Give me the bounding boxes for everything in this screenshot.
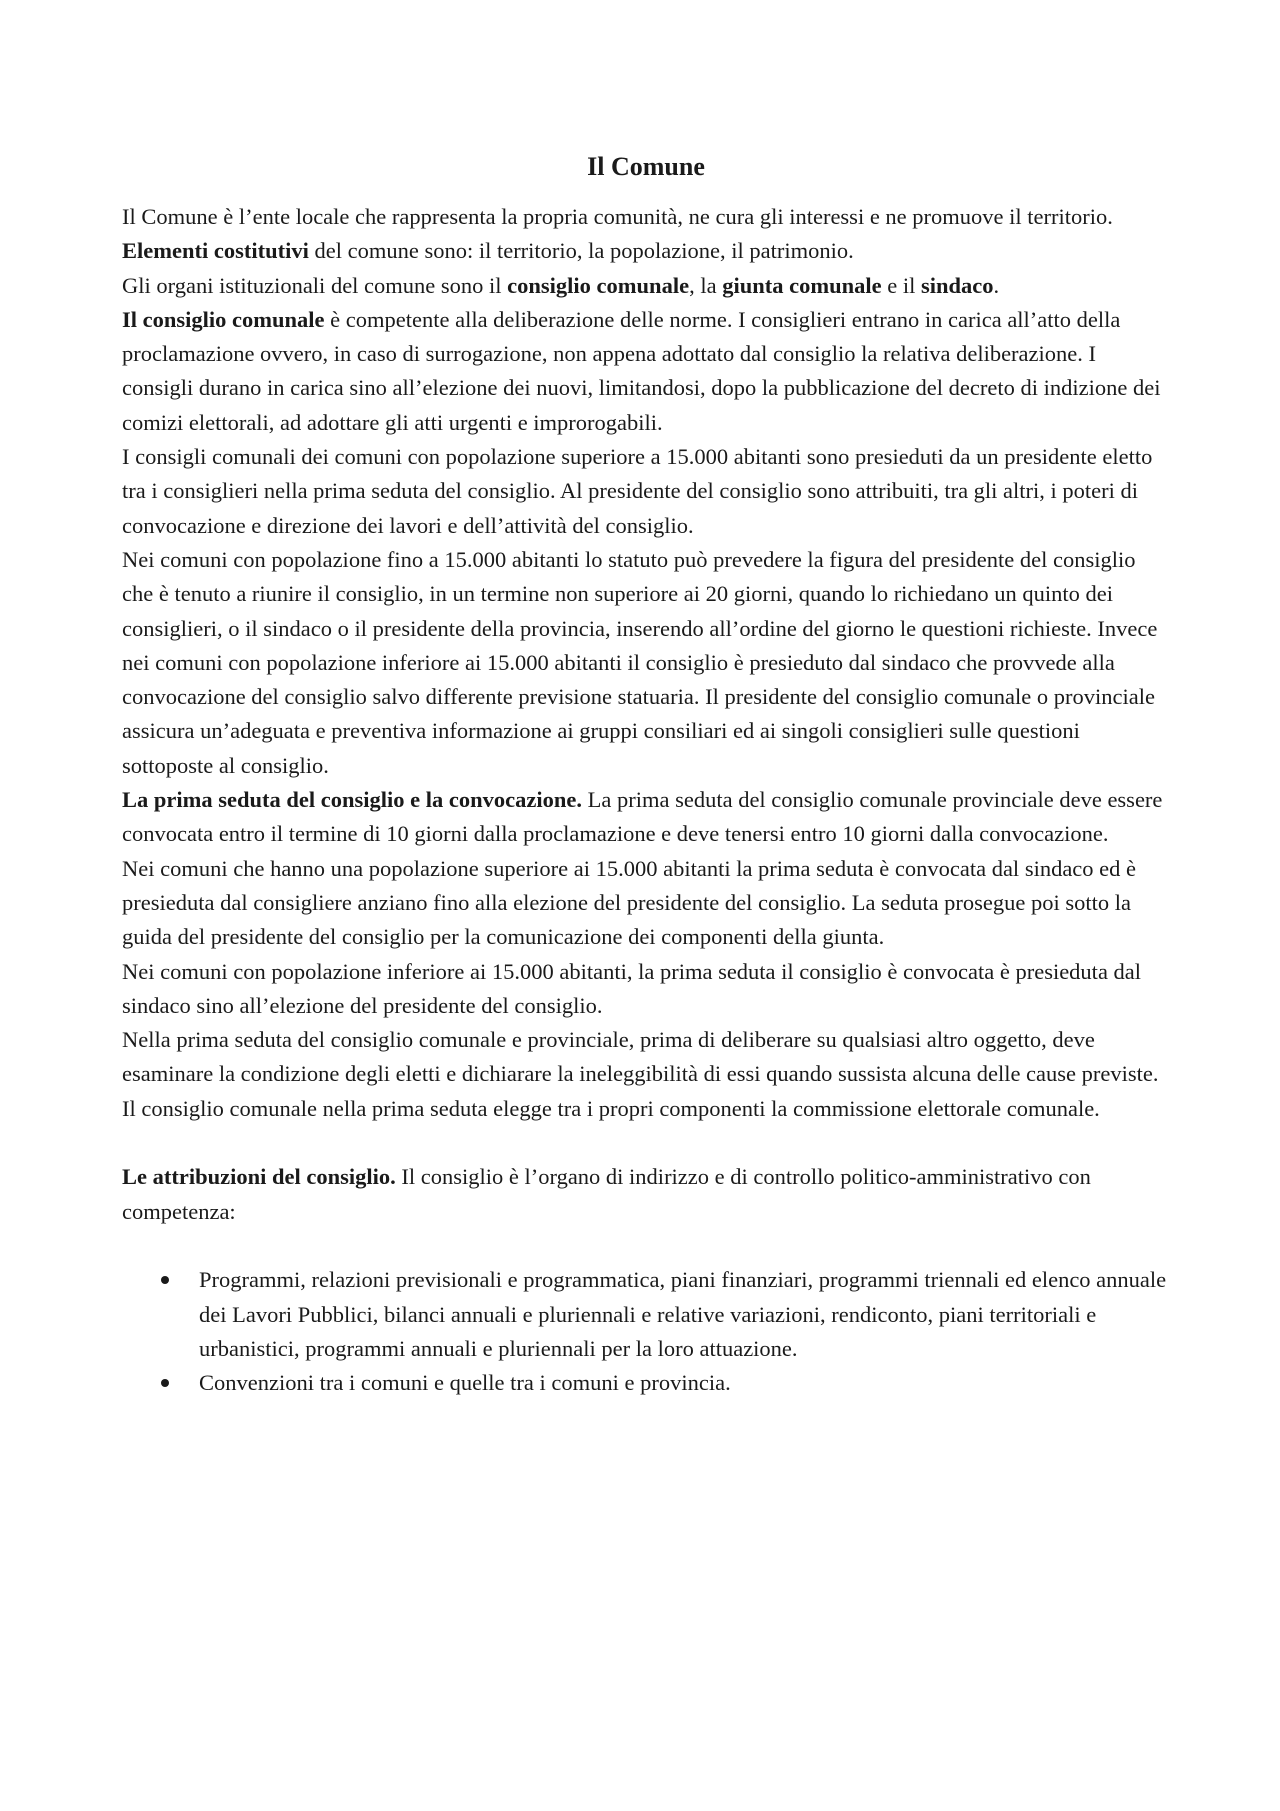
paragraph-intro-text: Il Comune è l’ente locale che rappresenta la propria comunità, ne cura gli interessi e ne promuove il territorio. — [122, 204, 1113, 229]
list-item — [122, 1366, 1170, 1400]
document-title: Il Comune — [587, 152, 705, 181]
paragraph-intro — [122, 200, 1170, 234]
paragraph-comuni-grandi — [122, 852, 1170, 955]
list-item — [122, 1263, 1170, 1366]
paragraph-comuni-piccoli-seduta — [122, 955, 1170, 1024]
paragraph-presidenza — [122, 440, 1170, 543]
paragraph-piccoli-comuni-text: Nei comuni con popolazione fino a 15.000 abitanti lo statuto può prevedere la figura del presidente del consiglio che è tenuto a riunire il consiglio, in un termine non superiore ai 20 giorni, quando lo richiedano un quinto dei consiglieri, o il sindaco o il presidente della provincia, inserendo all’ordine del giorno le questioni richieste. Invece nei comuni con popolazione inferiore ai 15.000 abitanti il consiglio è presieduto dal sindaco che provvede alla convocazione del consiglio salvo differente previsione statuaria. Il presidente del consiglio comunale o provinciale assicura un’adeguata e preventiva informazione ai gruppi consiliari ed ai singoli consiglieri sulle questioni sottoposte al consiglio. — [122, 546, 1158, 778]
bullet-icon — [161, 1276, 169, 1284]
paragraph-presidenza-text: I consigli comunali dei comuni con popolazione superiore a 15.000 abitanti sono presieduti da un presidente eletto tra i consiglieri nella prima seduta del consiglio. Al presidente del consiglio sono attribuiti, tra gli altri, i poteri di convocazione e direzione dei lavori e dell’attività del consiglio. — [122, 444, 1153, 538]
paragraph-eletti — [122, 1023, 1170, 1126]
bold-il-consiglio-comunale: Il consiglio comunale — [122, 306, 325, 332]
blank-line — [122, 1229, 1170, 1263]
bold-attribuzioni: Le attribuzioni del consiglio. — [122, 1164, 396, 1190]
organi-text-d: e il — [881, 272, 921, 298]
bold-consiglio-comunale: consiglio comunale — [507, 272, 690, 298]
bold-elementi-costitutivi: Elementi costitutivi — [122, 238, 309, 264]
paragraph-prima-seduta-text: La prima seduta del consiglio comunale provinciale deve essere convocata entro il termine di 10 giorni dalla proclamazione e deve tenersi entro 10 giorni dalla convocazione. — [122, 787, 1163, 847]
paragraph-attribuzioni — [122, 1160, 1170, 1229]
paragraph-eletti-text: Nella prima seduta del consiglio comunale e provinciale, prima di deliberare su qualsiasi altro oggetto, deve esaminare la condizione degli eletti e dichiarare la ineleggibilità di essi quando sussista alcuna delle cause previste. Il consiglio comunale nella prima seduta elegge tra i propri componenti la commissione elettorale comunale. — [122, 1027, 1159, 1121]
paragraph-elementi-text: del comune sono: il territorio, la popolazione, il patrimonio. — [308, 238, 854, 264]
list-item-text: Convenzioni tra i comuni e quelle tra i comuni e provincia. — [199, 1370, 731, 1396]
organi-text-a: Gli organi istituzionali del comune sono il — [122, 272, 508, 298]
paragraph-consiglio-comunale — [122, 303, 1170, 440]
blank-line — [122, 1126, 1170, 1160]
competenze-list — [122, 1263, 1170, 1400]
paragraph-attribuzioni-text: Il consiglio è l’organo di indirizzo e di controllo politico-amministrativo con competenza: — [122, 1164, 1091, 1224]
paragraph-consiglio-text: è competente alla deliberazione delle norme. I consiglieri entrano in carica all’atto della proclamazione ovvero, in caso di surrogazione, non appena adottato dal consiglio la relativa deliberazione. I consigli durano in carica sino all’elezione dei nuovi, limitandosi, dopo la pubblicazione del decreto di indizione dei comizi elettorali, ad adottare gli atti urgenti e improrogabili. — [122, 306, 1161, 435]
bold-prima-seduta: La prima seduta del consiglio e la convocazione. — [122, 787, 582, 813]
paragraph-piccoli-comuni — [122, 543, 1170, 783]
list-item-text: Programmi, relazioni previsionali e programmatica, piani finanziari, programmi triennali ed elenco annuale dei Lavori Pubblici, bilanci annuali e pluriennali e relative variazioni, rendiconto, piani territoriali e urbanistici, programmi annuali e pluriennali per la loro attuazione. — [199, 1267, 1167, 1361]
paragraph-comuni-piccoli-seduta-text: Nei comuni con popolazione inferiore ai 15.000 abitanti, la prima seduta il consiglio è convocata è presieduta dal sindaco sino all’elezione del presidente del consiglio. — [122, 958, 1142, 1018]
paragraph-organi — [122, 269, 1170, 303]
organi-text-c: , la — [689, 272, 723, 298]
bold-sindaco: sindaco — [920, 272, 994, 298]
document-page — [122, 150, 1170, 1400]
bullet-icon — [161, 1379, 169, 1387]
paragraph-elementi — [122, 234, 1170, 268]
paragraph-comuni-grandi-text: Nei comuni che hanno una popolazione superiore ai 15.000 abitanti la prima seduta è convocata dal sindaco ed è presieduta dal consigliere anziano fino alla elezione del presidente del consiglio. La seduta prosegue poi sotto la guida del presidente del consiglio per la comunicazione dei componenti della giunta. — [122, 855, 1137, 950]
organi-text-e: . — [993, 272, 1000, 298]
paragraph-prima-seduta — [122, 783, 1170, 852]
bold-giunta-comunale: giunta comunale — [722, 272, 882, 298]
